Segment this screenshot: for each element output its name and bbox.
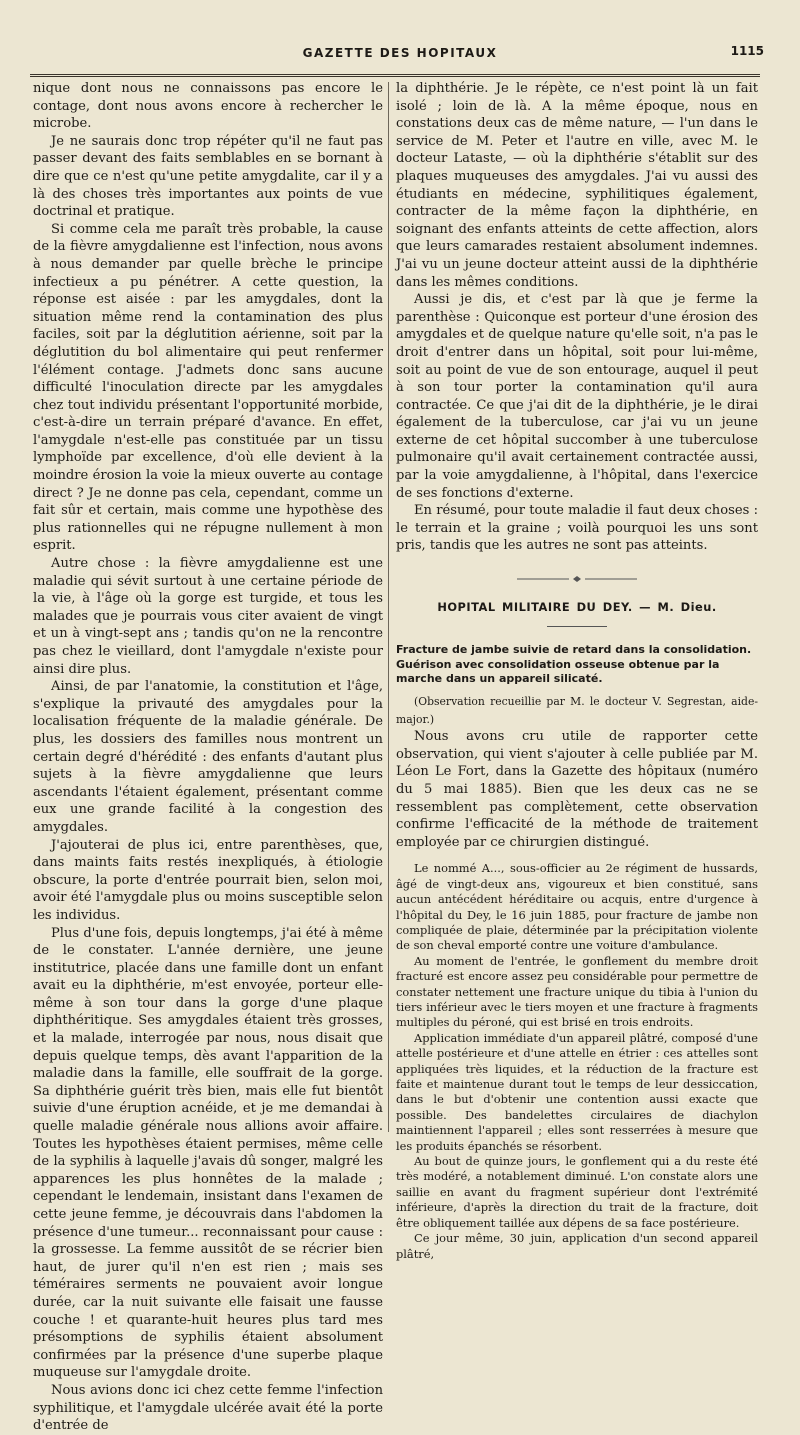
left-column: [33, 80, 383, 1435]
separator-ornament: [396, 571, 758, 589]
paragraph: Si comme cela me paraît très probable, la cause de la fièvre amygdalienne est l'infection, nous avons à nous demander par quelle brèche le principe infectieux a pu pénétrer. A cette question, la réponse est aisée : par les amygdales, dont la situation même rend la contamination des plus faciles, soit par la déglutition aérienne, soit par la déglutition du bol alimentaire qui peut renfermer l'élément contage. J'admets donc sans aucune difficulté l'inoculation directe par les amygdales chez tout individu présentant l'opportunité morbide, c'est-à-dire un terrain préparé d'avance. En effet, l'amygdale n'est-elle pas constituée par un tissu lymphoïde par excellence, d'où elle devient à la moindre érosion la voie la mieux ouverte au contage direct ? Je ne donne pas cela, cependant, comme un fait sûr et certain, mais comme une hypothèse des plus rationnelles qui ne répugne nullement à mon esprit.: [33, 221, 383, 554]
paragraph: Plus d'une fois, depuis longtemps, j'ai été à même de le constater. L'année dernière, une jeune institutrice, placée dans une famille dont un enfant avait eu la diphthérie, m'est envoyée, porteur elle-même à son tour dans la gorge d'une plaque diphthéritique. Ses amygdales étaient très grosses, et la malade, interrogée par nous, nous disait que depuis quelque temps, dès avant l'apparition de la maladie dans la famille, elle souffrait de la gorge. Sa diphthérie guérit très bien, mais elle fut bientôt suivie d'une éruption acnéide, et je me demandai à quelle maladie générale nous allions avoir affaire. Toutes les hypothèses étaient permises, même celle de la syphilis à laquelle j'avais dû songer, malgré les apparences les plus honnêtes de la malade ; cependant le lendemain, insistant dans l'examen de cette jeune femme, je découvrais dans l'abdomen la présence d'une tumeur... reconnaissant pour cause : la grossesse. La femme aussitôt de se récrier bien haut, de jurer qu'il n'en est rien ; mais ses téméraires serments ne pouvaient avoir longue durée, car la nuit suivante elle faisait une fausse couche ! et quarante-huit heures plus tard mes présomptions de syphilis étaient absolument confirmées par la présence d'une superbe plaque muqueuse sur l'amygdale droite.: [33, 925, 383, 1381]
paragraph: Nous avions donc ici chez cette femme l'infection syphilitique, et l'amygdale ulcérée avait été la porte d'entrée de: [33, 1382, 383, 1434]
paragraph: nique dont nous ne connaissons pas encore le contage, dont nous avons encore à rechercher le microbe.: [33, 81, 383, 132]
column-divider: [388, 82, 389, 1132]
paragraph: J'ajouterai de plus ici, entre parenthèses, que, dans maints faits restés inexpliqués, à étiologie obscure, la porte d'entrée pourrait bien, selon moi, avoir été l'amygdale plus ou moins susceptible selon les individus.: [33, 837, 383, 923]
intro-paragraph: Nous avons cru utile de rapporter cette observation, qui vient s'ajouter à celle publiée par M. Léon Le Fort, dans la Gazette des hôpitaux (numéro du 5 mai 1885). Bien que les deux cas ne se ressemblent pas complètement, cette observation confirme l'efficacité de la méthode de traitement employée par ce chirurgien distingué.: [396, 729, 758, 850]
paragraph: la diphthérie. Je le répète, ce n'est point là un fait isolé ; loin de là. A la même époque, nous en constations deux cas de même nature, — l'un dans le service de M. Peter et l'autre en ville, avec M. le docteur Lataste, — où la diphthérie s'établit sur des plaques muqueuses des amygdales. J'ai vu aussi des étudiants en médecine, syphilitiques également, contracter de la même façon la diphthérie, en soignant des enfants atteints de cette affection, alors que leurs camarades restaient absolument indemnes. J'ai vu un jeune docteur atteint aussi de la diphthérie dans les mêmes conditions.: [396, 81, 758, 290]
case-title: Fracture de jambe suivie de retard dans la consolidation. Guérison avec consolidation osseuse obtenue par la marche dans un appareil silicaté.: [396, 643, 752, 686]
case-paragraph: Application immédiate d'un appareil plâtré, composé d'une attelle postérieure et d'une attelle en étrier : ces attelles sont appliquées très liquides, et la réduction de la fracture est faite et maintenue durant tout le temps de leur dessiccation, dans le but d'obtenir une contention aussi exacte que possible. Des bandelettes circulaires de diachylon maintiennent l'appareil ; elles sont resserrées à mesure que les produits épanchés se résorbent.: [396, 1030, 758, 1153]
paragraph: En résumé, pour toute maladie il faut deux choses : le terrain et la graine ; voilà pourquoi les uns sont pris, tandis que les autres ne sont pas atteints.: [396, 503, 758, 554]
paragraph: Ainsi, de par l'anatomie, la constitution et l'âge, s'explique la privauté des amygdales pour la localisation fréquente de la maladie générale. De plus, les dossiers des familles nous montrent un certain degré d'hérédité : des enfants d'autant plus sujets à la fièvre amygdalienne que leurs ascendants l'étaient également, présentant comme eux une grande facilité à la congestion des amygdales.: [33, 679, 383, 835]
case-paragraph: Le nommé A..., sous-officier au 2e régiment de hussards, âgé de vingt-deux ans, vigoureux et bien constitué, sans aucun antécédent héréditaire ou acquis, entre d'urgence à l'hôpital du Dey, le 16 juin 1885, pour fracture de jambe non compliquée de plaie, déterminée par la précipitation violente de son cheval emporté contre une voiture d'ambulance.: [396, 861, 758, 953]
case-paragraph: Au bout de quinze jours, le gonflement qui a du reste été très modéré, a notablement diminué. L'on constate alors une saillie en avant du fragment supérieur dont l'extrémité inférieure, d'après la direction du trait de la fracture, doit être obliquement taillée aux dépens de sa face postérieure.: [396, 1154, 758, 1230]
right-column: [396, 80, 758, 1262]
case-paragraph: Ce jour même, 30 juin, application d'un second appareil plâtré,: [396, 1231, 758, 1261]
case-body: [396, 861, 758, 1262]
paragraph: Aussi je dis, et c'est par là que je ferme la parenthèse : Quiconque est porteur d'une érosion des amygdales et de quelque nature qu'elle soit, n'a pas le droit d'entrer dans un hôpital, soit pour lui-même, soit au point de vue de son entourage, auquel il peut à son tour porter la contamination qu'il aura contractée. Ce que j'ai dit de la diphthérie, je le dirai également de la tuberculose, car j'ai vu un jeune externe de cet hôpital succomber à une tuberculose pulmonaire qu'il avait certainement contractée aussi, par la voie amygdalienne, à l'hôpital, dans l'exercice de ses fonctions d'externe.: [396, 292, 758, 501]
page-number: 1115: [730, 44, 764, 58]
section-title: HOPITAL MILITAIRE DU DEY. — M. Dieu.: [437, 599, 717, 614]
page-header: [30, 40, 770, 70]
paragraph: Je ne saurais donc trop répéter qu'il ne faut pas passer devant des faits semblables en se bornant à dire que ce n'est qu'une petite amygdalite, car il y a là des choses très importantes aux points de vue doctrinal et pratique.: [33, 133, 383, 220]
header-rule: [30, 74, 760, 77]
short-rule: [547, 626, 607, 627]
observer-note: (Observation recueillie par M. le docteur V. Segrestan, aide-major.): [396, 695, 758, 726]
case-paragraph: Au moment de l'entrée, le gonflement du membre droit fracturé est encore assez peu considérable pour permettre de constater nettement une fracture unique du tibia à l'union du tiers inférieur avec le tiers moyen et une fracture à fragments multiples du péroné, qui est brisé en trois endroits.: [396, 953, 758, 1030]
journal-title: GAZETTE DES HOPITAUX: [302, 46, 498, 60]
paragraph: Autre chose : la fièvre amygdalienne est une maladie qui sévit surtout à une certaine période de la vie, à l'âge où la gorge est turgide, et tous les malades que je pourrais vous citer avaient de vingt et un à vingt-sept ans ; tandis qu'on ne la rencontre pas chez le vieillard, dont l'amygdale n'existe pour ainsi dire plus.: [33, 556, 383, 677]
